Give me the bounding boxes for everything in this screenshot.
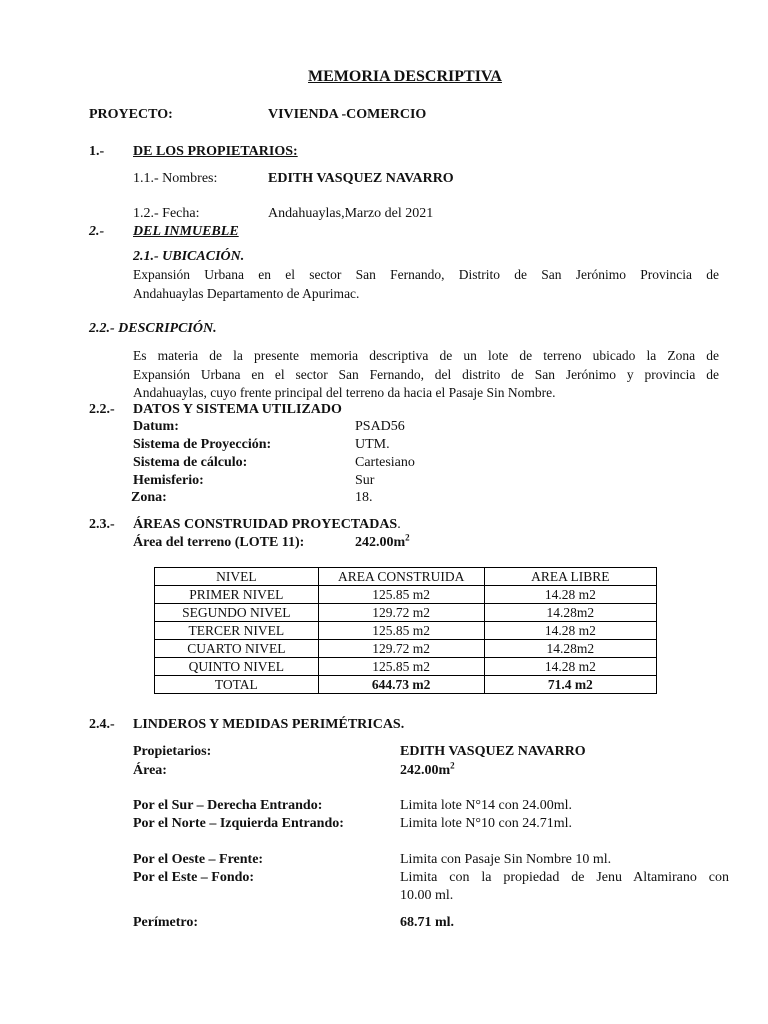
table-header: NIVEL — [155, 568, 319, 586]
perimetro-label: Perímetro: — [133, 915, 199, 930]
ubicacion-paragraph — [133, 266, 719, 303]
hemisferio-label: Hemisferio: — [133, 473, 204, 488]
page-title: MEMORIA DESCRIPTIVA — [308, 68, 502, 85]
oeste-label: Por el Oeste – Frente: — [133, 852, 264, 867]
ubicacion-line-2: Andahuaylas Departamento de Apurimac. — [133, 285, 360, 301]
datum-value: PSAD56 — [355, 419, 405, 434]
table-total-construida: 644.73 m2 — [318, 676, 484, 694]
nombres-value: EDITH VASQUEZ NAVARRO — [268, 171, 454, 186]
propietarios-label: Propietarios: — [133, 744, 212, 759]
descripcion-paragraph — [133, 347, 719, 403]
table-cell-nivel: CUARTO NIVEL — [155, 640, 319, 658]
fecha-value: Andahuaylas,Marzo del 2021 — [268, 206, 434, 221]
area-terreno-value: 242.00m — [355, 535, 406, 550]
table-cell-construida: 125.85 m2 — [318, 658, 484, 676]
zona-value: 18. — [355, 490, 373, 505]
propietarios-value: EDITH VASQUEZ NAVARRO — [400, 744, 586, 759]
oeste-value: Limita con Pasaje Sin Nombre 10 ml. — [400, 852, 612, 867]
table-cell-nivel: SEGUNDO NIVEL — [155, 604, 319, 622]
sur-label: Por el Sur – Derecha Entrando: — [133, 798, 323, 813]
descripcion-heading: 2.2.- DESCRIPCIÓN. — [89, 321, 217, 336]
area-value: 242.00m — [400, 763, 451, 778]
calculo-label: Sistema de cálculo: — [133, 455, 248, 470]
area-terreno-value-wrap — [355, 534, 410, 552]
table-cell-nivel: QUINTO NIVEL — [155, 658, 319, 676]
table-total-row — [155, 676, 657, 694]
proyecto-value: VIVIENDA -COMERCIO — [268, 107, 427, 122]
table-total-libre: 71.4 m2 — [484, 676, 656, 694]
section-24-heading: LINDEROS Y MEDIDAS PERIMÉTRICAS. — [133, 717, 405, 732]
section-1-heading: DE LOS PROPIETARIOS: — [133, 144, 298, 159]
section-23-number: 2.3.- — [89, 517, 115, 532]
ubicacion-line-1: Expansión Urbana en el sector San Fernando, Distrito de San Jerónimo Provincia de — [133, 267, 719, 282]
area-value-wrap — [400, 762, 455, 780]
table-cell-construida: 129.72 m2 — [318, 604, 484, 622]
este-value — [400, 869, 729, 905]
zona-label: Zona: — [131, 490, 167, 505]
table-cell-libre: 14.28m2 — [484, 604, 656, 622]
norte-value: Limita lote N°10 con 24.71ml. — [400, 816, 573, 831]
section-2-number: 2.- — [89, 224, 105, 239]
area-terreno-sup: 2 — [405, 532, 410, 543]
table-cell-libre: 14.28m2 — [484, 640, 656, 658]
calculo-value: Cartesiano — [355, 455, 415, 470]
table-row — [155, 586, 657, 604]
area-label: Área: — [133, 763, 167, 778]
descripcion-line-2: Expansión Urbana en el sector San Fernando, del distrito de San Jerónimo y provincia de — [133, 366, 719, 382]
section-22-heading: DATOS Y SISTEMA UTILIZADO — [133, 402, 342, 417]
table-cell-construida: 125.85 m2 — [318, 586, 484, 604]
table-row — [155, 604, 657, 622]
este-label: Por el Este – Fondo: — [133, 870, 255, 885]
section-22-number: 2.2.- — [89, 402, 115, 417]
table-cell-nivel: TERCER NIVEL — [155, 622, 319, 640]
section-23-heading: ÁREAS CONSTRUIDAD PROYECTADAS — [133, 517, 398, 532]
proyeccion-value: UTM. — [355, 437, 390, 452]
table-row — [155, 622, 657, 640]
area-terreno-label: Área del terreno (LOTE 11): — [133, 535, 305, 550]
hemisferio-value: Sur — [355, 473, 375, 488]
table-cell-construida: 129.72 m2 — [318, 640, 484, 658]
section-24-number: 2.4.- — [89, 717, 115, 732]
section-23-heading-dot: . — [397, 517, 401, 532]
table-row — [155, 640, 657, 658]
table-row — [155, 658, 657, 676]
table-total-label: TOTAL — [155, 676, 319, 694]
section-2-heading: DEL INMUEBLE — [133, 224, 239, 239]
table-cell-nivel: PRIMER NIVEL — [155, 586, 319, 604]
area-sup: 2 — [450, 760, 455, 771]
table-header-row — [155, 568, 657, 586]
table-cell-libre: 14.28 m2 — [484, 658, 656, 676]
table-header: AREA LIBRE — [484, 568, 656, 586]
table-cell-libre: 14.28 m2 — [484, 622, 656, 640]
este-value-line-1: Limita con la propiedad de Jenu Altamirano con — [400, 870, 729, 885]
nombres-label: 1.1.- Nombres: — [133, 171, 218, 186]
fecha-label: 1.2.- Fecha: — [133, 206, 200, 221]
table-cell-construida: 125.85 m2 — [318, 622, 484, 640]
table-header: AREA CONSTRUIDA — [318, 568, 484, 586]
section-23-heading-wrap — [133, 516, 401, 534]
datum-label: Datum: — [133, 419, 179, 434]
table-cell-libre: 14.28 m2 — [484, 586, 656, 604]
descripcion-line-1: Es materia de la presente memoria descriptiva de un lote de terreno ubicado la Zona de — [133, 348, 719, 363]
section-1-number: 1.- — [89, 144, 105, 159]
sur-value: Limita lote N°14 con 24.00ml. — [400, 798, 573, 813]
perimetro-value: 68.71 ml. — [400, 915, 455, 930]
norte-label: Por el Norte – Izquierda Entrando: — [133, 816, 344, 831]
proyecto-label: PROYECTO: — [89, 107, 173, 122]
ubicacion-heading: 2.1.- UBICACIÓN. — [133, 249, 245, 264]
proyeccion-label: Sistema de Proyección: — [133, 437, 272, 452]
este-value-line-2: 10.00 ml. — [400, 888, 454, 903]
descripcion-line-3: Andahuaylas, cuyo frente principal del terreno da hacia el Pasaje Sin Nombre. — [133, 385, 556, 400]
areas-table — [154, 567, 657, 694]
